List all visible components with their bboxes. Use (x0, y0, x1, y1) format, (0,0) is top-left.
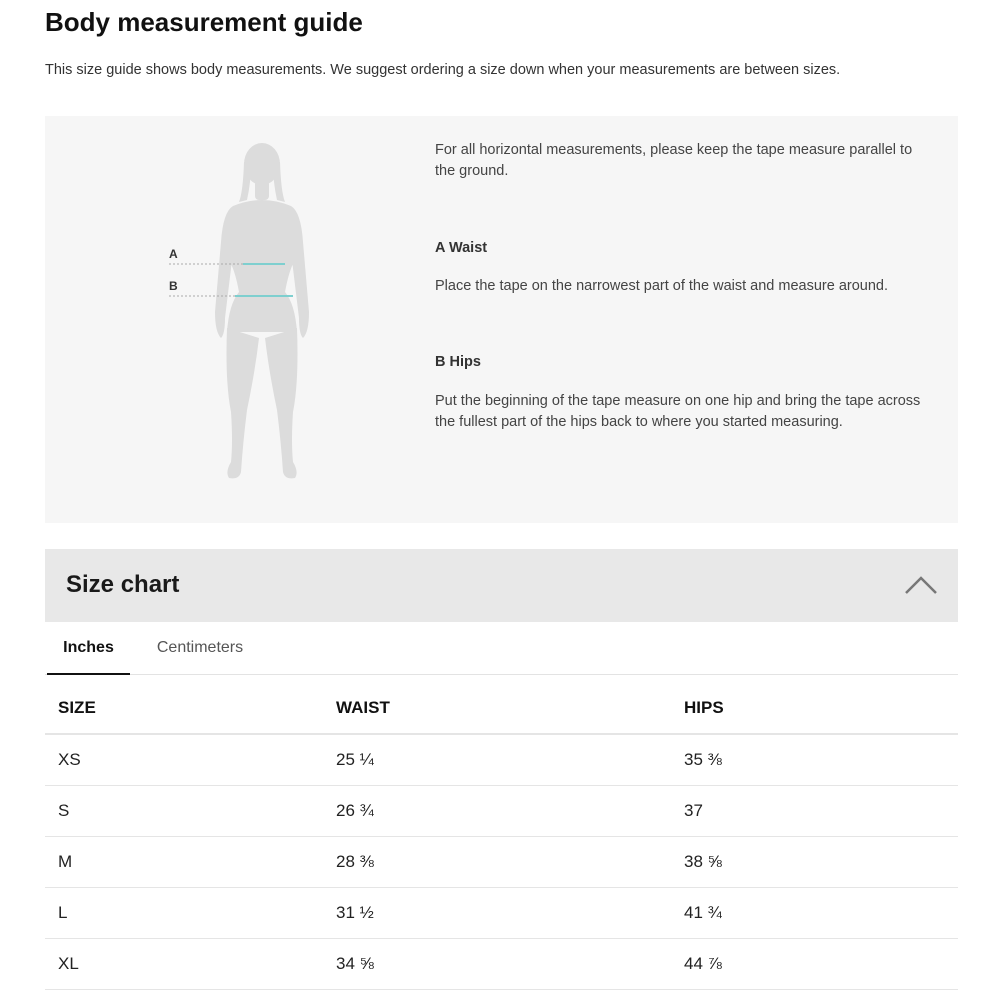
size-chart-accordion-header[interactable] (45, 549, 958, 622)
hips-cell: 44 ⅞ (684, 939, 958, 990)
tab-inches[interactable]: Inches (47, 623, 130, 675)
hips-instruction: Put the beginning of the tape measure on one hip and bring the tape across the fullest part of the hips back to where you started measuring. (435, 393, 921, 430)
size-table (45, 683, 958, 990)
size-cell: XL (45, 939, 336, 990)
waist-cell: 34 ⅝ (336, 939, 684, 990)
unit-tabs (45, 623, 958, 675)
figure-label-b: B (169, 279, 178, 293)
waist-cell: 26 ¾ (336, 786, 684, 837)
column-header-size: SIZE (45, 683, 336, 734)
hips-cell: 35 ⅜ (684, 734, 958, 786)
table-row (45, 734, 958, 786)
measurement-guide-panel (45, 116, 958, 523)
waist-heading: A Waist (435, 240, 488, 256)
size-cell: S (45, 786, 336, 837)
hips-heading: B Hips (435, 354, 481, 370)
table-row (45, 888, 958, 939)
table-row (45, 837, 958, 888)
body-silhouette-figure (155, 142, 345, 482)
waist-cell: 31 ½ (336, 888, 684, 939)
column-header-hips: HIPS (684, 683, 958, 734)
hips-cell: 41 ¾ (684, 888, 958, 939)
intro-text: This size guide shows body measurements. We suggest ordering a size down when your measurements are between sizes. (45, 62, 841, 78)
table-row (45, 786, 958, 837)
size-cell: M (45, 837, 336, 888)
general-instruction: For all horizontal measurements, please keep the tape measure parallel to the ground. (435, 142, 913, 179)
waist-instruction: Place the tape on the narrowest part of the waist and measure around. (435, 278, 888, 294)
waist-cell: 28 ⅜ (336, 837, 684, 888)
table-header-row (45, 683, 958, 734)
silhouette-icon (215, 143, 309, 478)
chevron-up-icon[interactable] (904, 573, 938, 597)
column-header-waist: WAIST (336, 683, 684, 734)
size-cell: XS (45, 734, 336, 786)
figure-label-a: A (169, 247, 178, 261)
page-title: Body measurement guide (45, 7, 363, 37)
hips-cell: 38 ⅝ (684, 837, 958, 888)
size-cell: L (45, 888, 336, 939)
table-row (45, 939, 958, 990)
tab-centimeters[interactable]: Centimeters (156, 639, 244, 656)
size-chart-title: Size chart (66, 571, 180, 598)
waist-cell: 25 ¼ (336, 734, 684, 786)
hips-cell: 37 (684, 786, 958, 837)
